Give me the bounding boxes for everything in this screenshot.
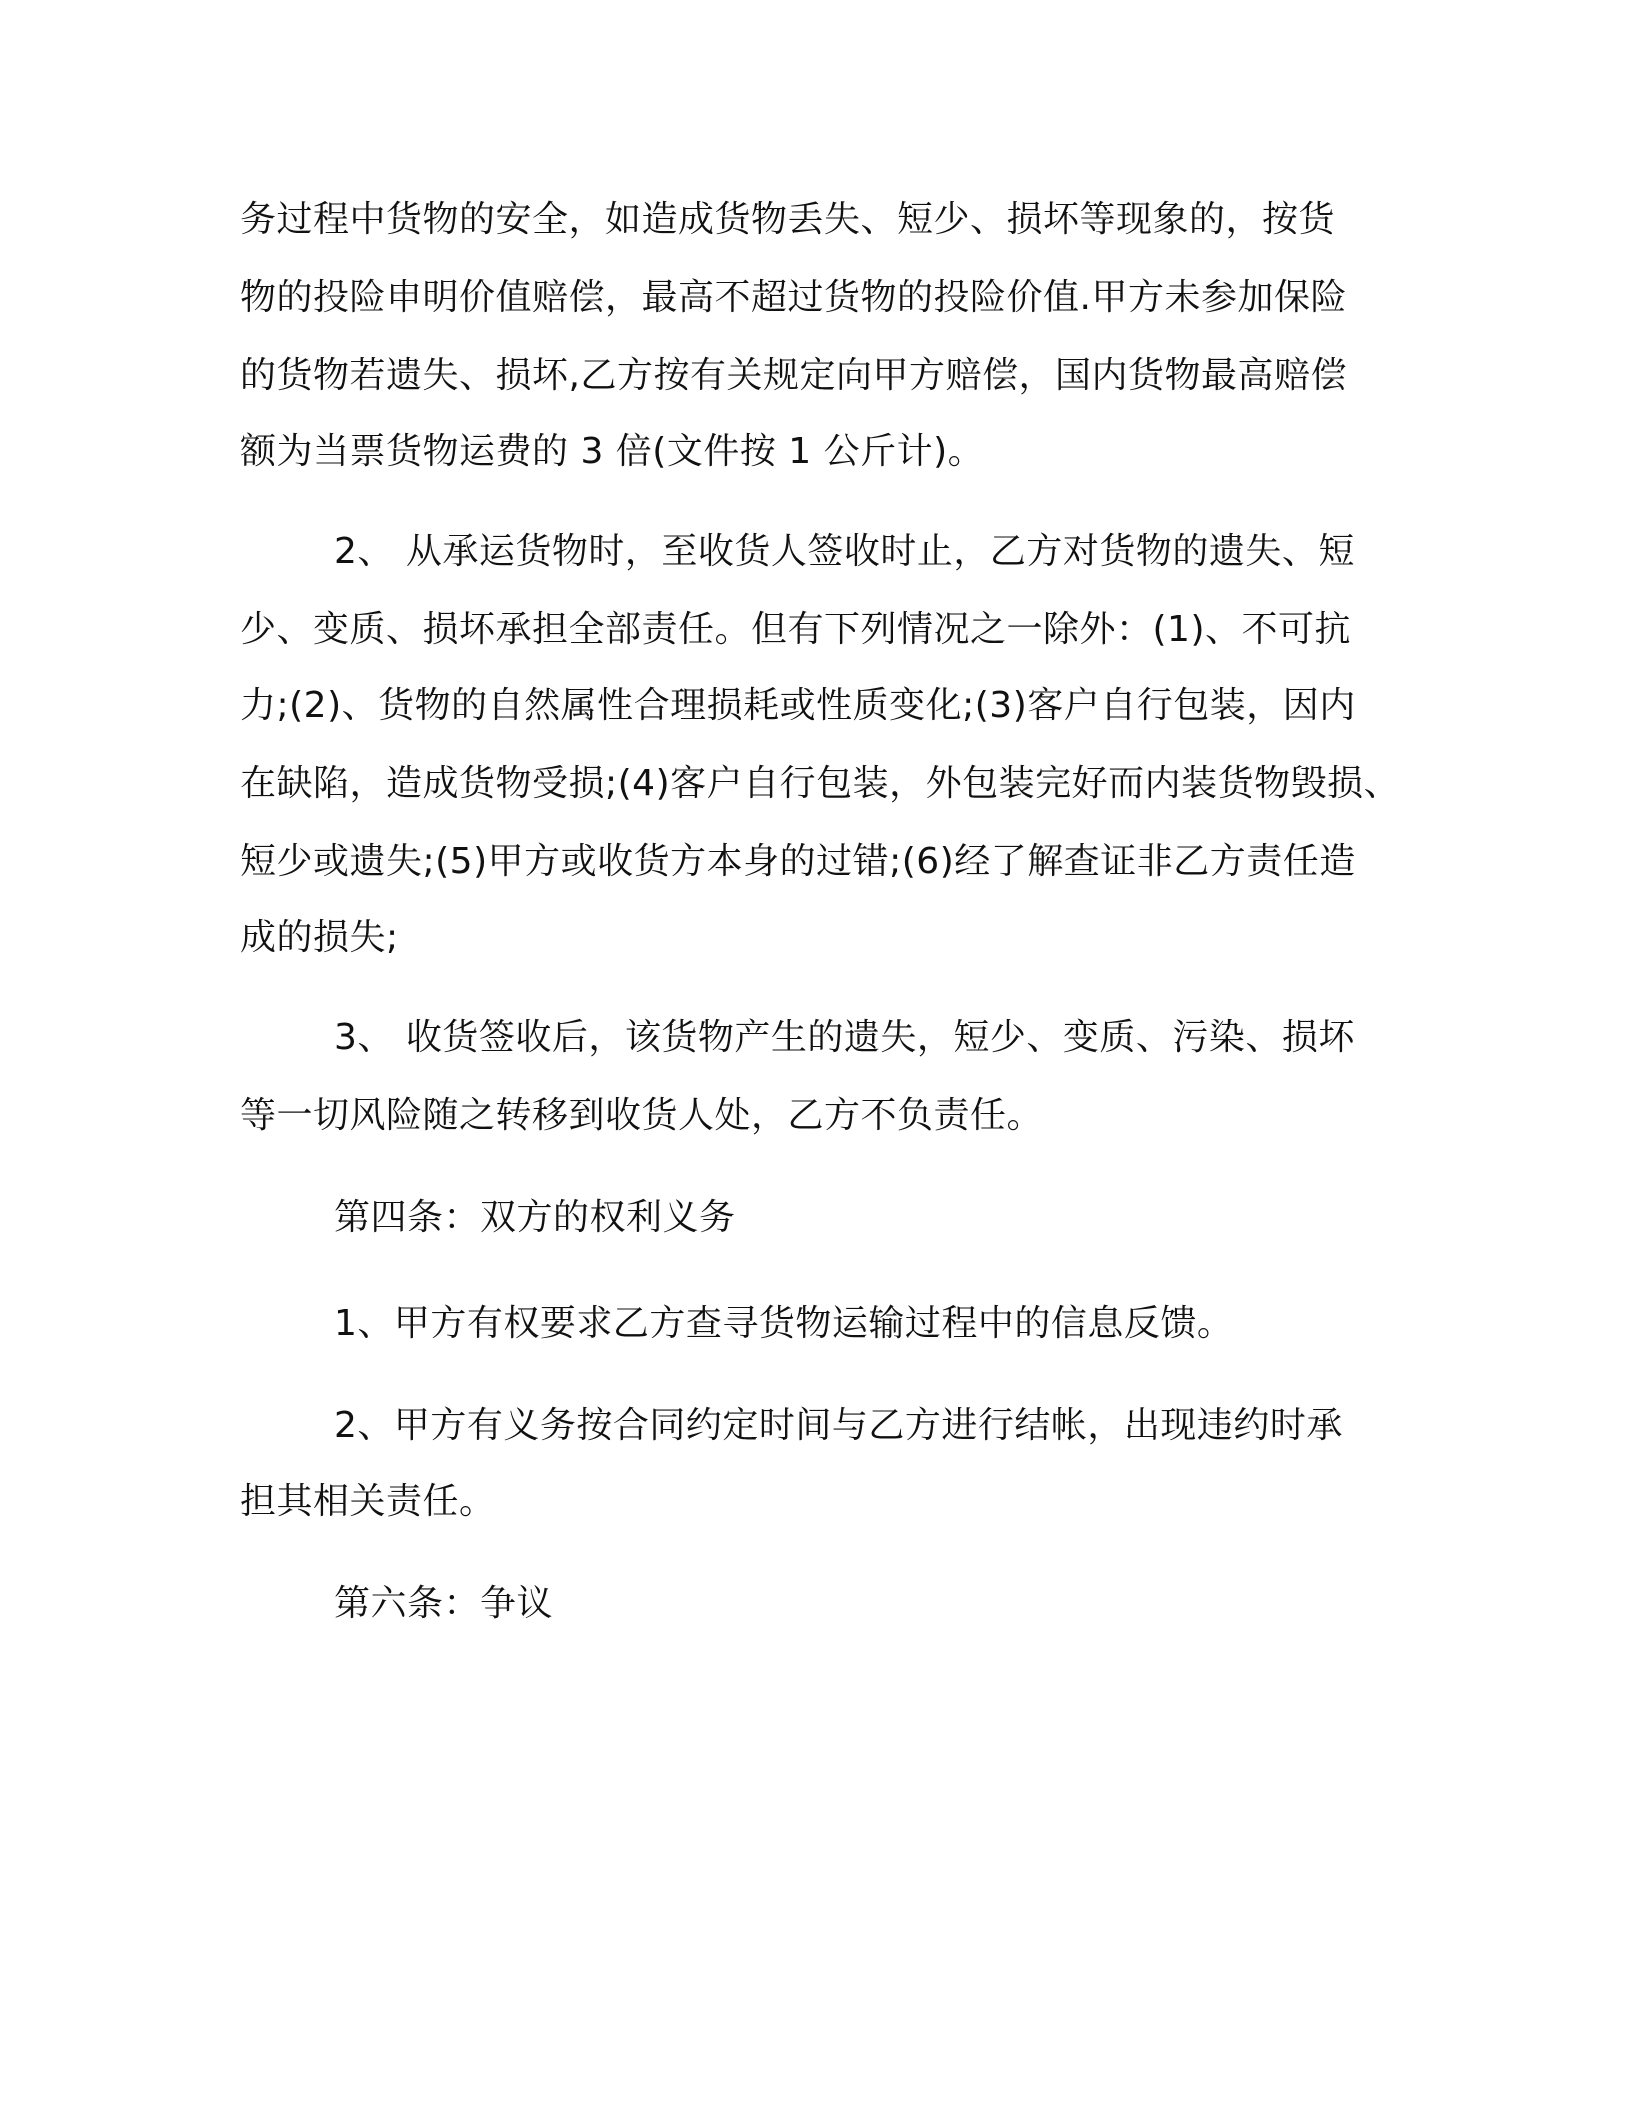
text-line: 成的损失;	[240, 917, 399, 958]
text-line: 务过程中货物的安全，如造成货物丢失、短少、损坏等现象的，按货	[240, 199, 1336, 240]
text-line: 在缺陷，造成货物受损;(4)客户自行包装，外包装完好而内装货物毁损、	[240, 763, 1401, 804]
text-line: 的货物若遗失、损坏,乙方按有关规定向甲方赔偿，国内货物最高赔偿	[240, 355, 1347, 396]
text-line: 担其相关责任。	[240, 1481, 496, 1522]
text-line: 2、甲方有义务按合同约定时间与乙方进行结帐，出现违约时承	[334, 1405, 1343, 1446]
section-heading: 第四条：双方的权利义务	[334, 1197, 736, 1238]
text-line: 额为当票货物运费的 3 倍(文件按 1 公斤计)。	[240, 431, 985, 472]
text-line: 物的投险申明价值赔偿，最高不超过货物的投险价值.甲方未参加保险	[240, 277, 1347, 318]
text-line: 短少或遗失;(5)甲方或收货方本身的过错;(6)经了解查证非乙方责任造	[240, 841, 1356, 882]
text-line: 等一切风险随之转移到收货人处，乙方不负责任。	[240, 1095, 1044, 1136]
text-line: 2、 从承运货物时，至收货人签收时止，乙方对货物的遗失、短	[334, 531, 1355, 572]
text-line: 3、 收货签收后，该货物产生的遗失，短少、变质、污染、损坏	[334, 1017, 1355, 1058]
section-heading: 第六条：争议	[334, 1583, 554, 1624]
text-line: 1、甲方有权要求乙方查寻货物运输过程中的信息反馈。	[334, 1303, 1234, 1344]
text-line: 少、变质、损坏承担全部责任。但有下列情况之一除外：(1)、不可抗	[240, 609, 1351, 650]
text-line: 力;(2)、货物的自然属性合理损耗或性质变化;(3)客户自行包装，因内	[240, 685, 1356, 726]
